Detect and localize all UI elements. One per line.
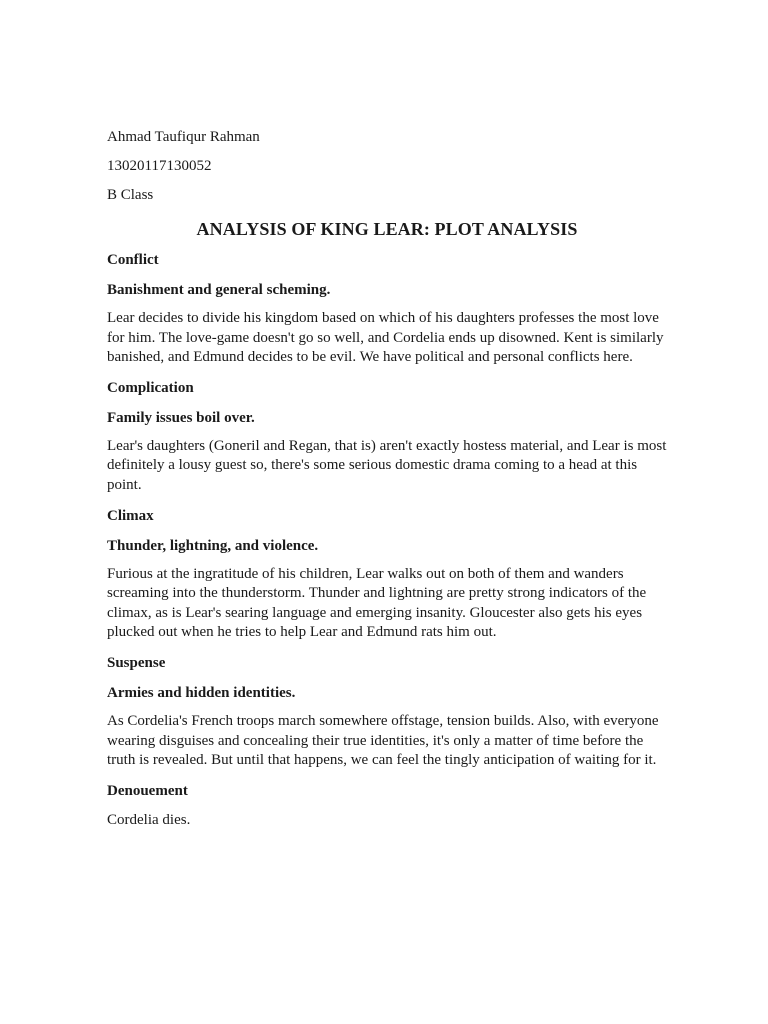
section-subheading-suspense: Armies and hidden identities. — [107, 684, 296, 701]
section-subheading-complication: Family issues boil over. — [107, 409, 255, 426]
section-heading-denouement: Denouement — [107, 782, 188, 799]
section-heading-climax: Climax — [107, 507, 154, 524]
section-body-climax: Furious at the ingratitude of his children, Lear walks out on both of them and wanders screaming into the thunderstorm. Thunder and lightning are pretty strong indicators of the climax, as is Lear's searing language and emerging insanity. Gloucester also gets his eyes plucked out when he tries to help Lear and Edmund rats him out. — [107, 565, 647, 641]
section-body-conflict: Lear decides to divide his kingdom based on which of his daughters professes the most love for him. The love-game doesn't go so well, and Cordelia ends up disowned. Kent is similarly banished, and Edmund decides to be evil. We have political and personal conflicts here. — [107, 310, 664, 366]
section-heading-suspense: Suspense — [107, 654, 166, 671]
section-body-suspense: As Cordelia's French troops march somewhere offstage, tension builds. Also, with everyone wearing disguises and concealing their true identities, it's only a matter of time before the truth is revealed. But until that happens, we can feel the tingly anticipation of waiting for it. — [107, 712, 659, 769]
document-title: ANALYSIS OF KING LEAR: PLOT ANALYSIS — [196, 219, 578, 239]
author-name: Ahmad Taufiqur Rahman — [107, 129, 260, 145]
section-body-complication: Lear's daughters (Goneril and Regan, that is) aren't exactly hostess material, and Lear is most definitely a lousy guest so, there's some serious domestic drama coming to a head at this point. — [107, 437, 667, 493]
section-subheading-climax: Thunder, lightning, and violence. — [107, 537, 319, 554]
section-heading-complication: Complication — [107, 379, 194, 396]
section-body-denouement: Cordelia dies. — [107, 811, 191, 828]
document-page — [107, 127, 667, 840]
student-id: 13020117130052 — [107, 158, 212, 174]
section-subheading-conflict: Banishment and general scheming. — [107, 282, 331, 298]
class-label: B Class — [107, 187, 154, 203]
section-heading-conflict: Conflict — [107, 252, 159, 268]
